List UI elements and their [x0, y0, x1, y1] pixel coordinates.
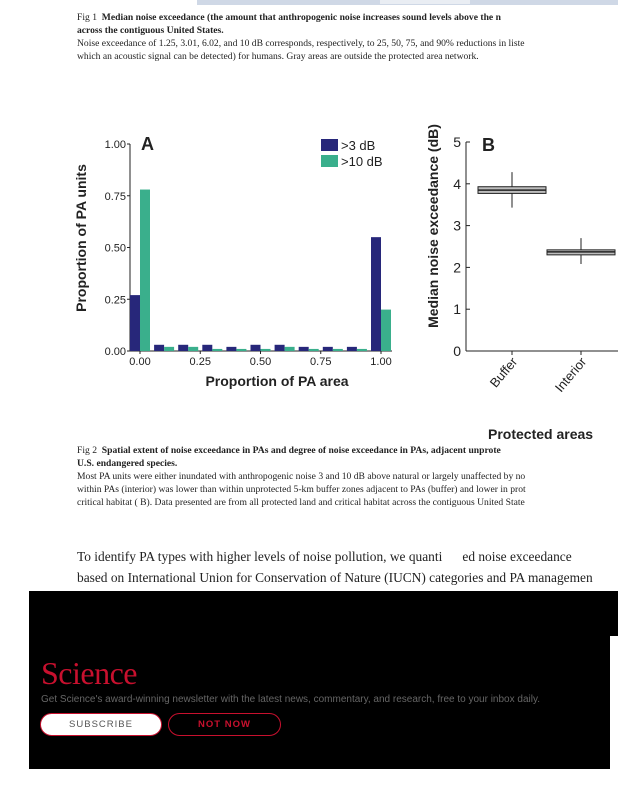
fig1-title-line2: across the contiguous United States. [77, 25, 224, 36]
fig1-body-line1: Noise exceedance of 1.25, 3.01, 6.02, and 10 dB corresponds, respectively, to 25, 50, 75, and 90% reductions in liste [77, 38, 525, 49]
legend-label-gt3db: >3 dB [341, 138, 376, 153]
bar-gt3db [178, 345, 188, 351]
panel-b-x-tick-label: Interior [551, 354, 590, 395]
panel-a-y-tick-label: 0.25 [104, 294, 126, 307]
panel-b-x-tick-label: Buffer [486, 354, 521, 391]
science-logo: Science [41, 655, 137, 691]
panel-b-x-label: Protected areas [488, 426, 594, 442]
panel-b-y-label: Median noise exceedance (dB) [425, 124, 441, 328]
panel-a-y-ticks [105, 139, 130, 358]
bar-gt3db [202, 345, 212, 351]
newsletter-banner [29, 591, 618, 769]
bar-gt10db [309, 349, 319, 351]
panel-b-y-tick-label: 2 [453, 259, 461, 276]
panel-a-x-tick-label: 0.00 [129, 356, 151, 368]
bar-gt10db [236, 349, 246, 351]
panel-a-x-tick-label: 0.75 [310, 356, 332, 368]
fig2-body-line2: within PAs (interior) was lower than within unprotected 5-km buffer zones adjacent to PAs (buffer) and lower in prot [77, 484, 526, 495]
panel-a-x-ticks [129, 351, 391, 368]
panel-b-y-tick-label: 0 [453, 343, 461, 359]
fig2-body-line1: Most PA units were either inundated with anthropogenic noise 3 and 10 dB above natural or largely unaffected by no [77, 471, 526, 482]
fig2-title-line1: Spatial extent of noise exceedance in PAs and degree of noise exceedance in PAs, adjacent unprote [101, 445, 501, 456]
panel-a-y-tick-label: 0.50 [104, 242, 126, 255]
panel-b-box-plot [425, 124, 618, 442]
panel-a-x-tick-label: 1.00 [370, 356, 392, 368]
figure-2-caption [77, 444, 618, 509]
paragraph-line1: To identify PA types with higher levels of noise pollution, we quanti ed noise exceedance [77, 549, 576, 564]
panel-b-boxes [478, 172, 615, 264]
bar-gt10db [164, 347, 174, 351]
subscribe-button[interactable]: SUBSCRIBE [40, 713, 162, 736]
bar-gt10db [333, 349, 343, 351]
fig2-title-line2: U.S. endangered species. [77, 458, 178, 469]
bar-gt3db [130, 295, 140, 351]
panel-a-letter: A [141, 134, 154, 154]
fig2-body-line3: critical habitat ( B). Data presented are from all protected land and critical habitat across the contiguous United State [77, 497, 525, 508]
bar-gt3db [347, 347, 357, 351]
panel-b-y-ticks [453, 134, 470, 359]
newsletter-tagline: Get Science's award-winning newsletter with the latest news, commentary, and research, free to your inbox daily. [41, 694, 540, 705]
panel-a-bar-chart [73, 134, 392, 389]
legend-swatch-gt10db [321, 155, 338, 167]
body-paragraph [77, 546, 618, 588]
bar-gt3db [371, 237, 381, 351]
banner-edge [610, 636, 618, 769]
fig1-body-line2: which an acoustic signal can be detected) for humans. Gray areas are outside the protected area network. [77, 51, 479, 62]
fig1-label: Fig 1 [77, 12, 97, 23]
legend-label-gt10db: >10 dB [341, 154, 383, 169]
fig2-label: Fig 2 [77, 445, 97, 456]
panel-b-y-tick-label: 1 [453, 301, 461, 318]
panel-a-x-tick-label: 0.25 [189, 356, 211, 368]
panel-b-y-tick-label: 5 [453, 134, 461, 150]
not-now-button[interactable]: NOT NOW [168, 713, 281, 736]
panel-b-y-tick-label: 4 [453, 175, 461, 192]
bar-gt10db [212, 349, 222, 351]
bar-gt3db [275, 345, 285, 351]
panel-a-x-tick-label: 0.50 [249, 356, 272, 368]
panel-b-y-tick-label: 3 [453, 217, 461, 234]
bar-gt3db [323, 347, 333, 351]
panel-b-x-ticks [487, 351, 590, 395]
fig2-title-row [77, 444, 618, 457]
panel-a-y-tick-label: 0.75 [104, 190, 126, 203]
bar-gt10db [381, 310, 391, 351]
panel-a-y-tick-label: 1.00 [104, 139, 126, 151]
bar-gt10db [140, 190, 150, 351]
panel-b-letter: B [482, 135, 495, 155]
panel-a-x-label: Proportion of PA area [205, 373, 349, 389]
panel-a-bars [130, 190, 391, 351]
bar-gt10db [285, 347, 295, 351]
legend-swatch-gt3db [321, 139, 338, 151]
fig2-title-row2 [77, 457, 618, 470]
paragraph-line2: based on International Union for Conservation of Nature (IUCN) categories and PA managemen [77, 570, 593, 585]
panel-a-y-label: Proportion of PA units [73, 164, 89, 312]
panel-a-y-tick-label: 0.00 [104, 346, 126, 358]
bar-gt10db [261, 349, 271, 351]
bar-gt3db [251, 345, 261, 351]
bar-gt3db [226, 347, 236, 351]
bar-gt10db [357, 349, 367, 351]
bar-gt10db [188, 347, 198, 351]
fig1-title-line1: Median noise exceedance (the amount that anthropogenic noise increases sound levels above the n [101, 12, 501, 23]
bar-gt3db [299, 347, 309, 351]
bar-gt3db [154, 345, 164, 351]
